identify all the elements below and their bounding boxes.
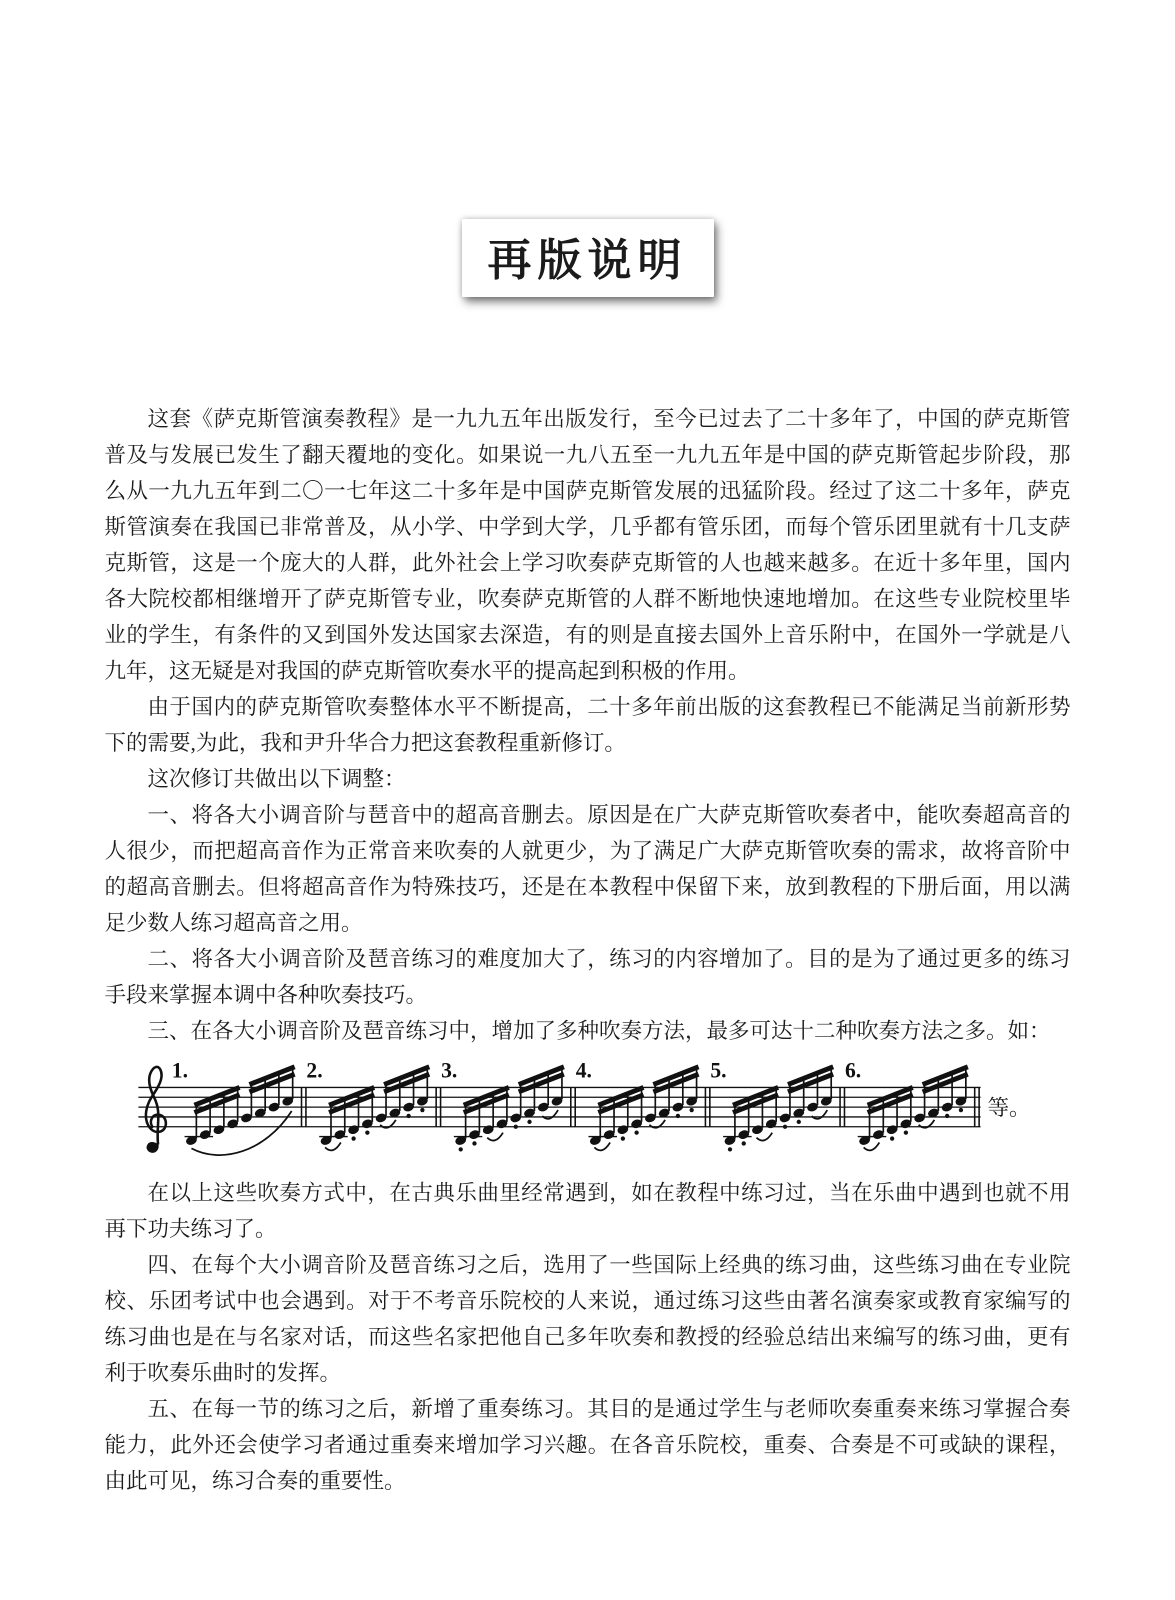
figure-label-1: 1. — [171, 1058, 188, 1083]
paragraph-item-4: 四、在每个大小调音阶及琶音练习之后，选用了一些国际上经典的练习曲，这些练习曲在专业院校、乐团考试中也会遇到。对于不考音乐院校的人来说，通过练习这些由著名演奏家或教育家编写的练习曲也是在与名家对话，而这些名家把他自己多年吹奏和教授的经验总结出来编写的练习曲，更有利于吹奏乐曲时的发挥。 — [104, 1253, 1071, 1385]
figure-label-5: 5. — [709, 1058, 727, 1083]
paragraph-intro: 这套《萨克斯管演奏教程》是一九九五年出版发行，至今已过去了二十多年了，中国的萨克斯管普及与发展已发生了翻天覆地的变化。如果说一九八五至一九九五年是中国的萨克斯管起步阶段，那么从一九九五年到二〇一七年这二十多年是中国萨克斯管发展的迅猛阶段。经过了这二十多年，萨克斯管演奏在我国已非常普及，从小学、中学到大学，几乎都有管乐团，而每个管乐团里就有十几支萨克斯管，这是一个庞大的人群，此外社会上学习吹奏萨克斯管的人也越来越多。在近十多年里，国内各大院校都相继增开了萨克斯管专业，吹奏萨克斯管的人群不断地快速地增加。在这些专业院校里毕业的学生，有条件的又到国外发达国家去深造，有的则是直接去国外上音乐附中，在国外一学就是八九年，这无疑是对我国的萨克斯管吹奏水平的提高起到积极的作用。 — [104, 407, 1071, 683]
paragraph-item-3: 三、在各大小调音阶及琶音练习中，增加了多种吹奏方法，最多可达十二种吹奏方法之多。如： — [147, 1019, 1051, 1043]
paragraph-item-5: 五、在每一节的练习之后，新增了重奏练习。其目的是通过学生与老师吹奏重奏来练习掌握合奏能力，此外还会使学习者通过重奏来增加学习兴趣。在各音乐院校，重奏、合奏是不可或缺的课程，由此可见，练习合奏的重要性。 — [104, 1397, 1071, 1493]
figure-label-4: 4. — [575, 1058, 592, 1083]
treble-clef-icon — [145, 1067, 165, 1152]
etc-label: 等。 — [986, 1095, 1031, 1120]
measure-6 — [857, 1067, 978, 1151]
paragraph-reason: 由于国内的萨克斯管吹奏整体水平不断提高，二十多年前出版的这套教程已不能满足当前新形势下的需要,为此，我和尹升华合力把这套教程重新修订。 — [104, 695, 1071, 755]
paragraph-item-2: 二、将各大小调音阶及琶音练习的难度加大了，练习的内容增加了。目的是为了通过更多的练习手段来掌握本调中各种吹奏技巧。 — [104, 947, 1071, 1007]
title-section — [0, 0, 1175, 297]
page-title: 再版说明 — [487, 236, 688, 285]
measure-4 — [588, 1067, 709, 1151]
paragraph-item-1: 一、将各大小调音阶与琶音中的超高音删去。原因是在广大萨克斯管吹奏者中，能吹奏超高音的人很少，而把超高音作为正常音来吹奏的人就更少，为了满足广大萨克斯管吹奏的需求，故将音阶中的超高音删去。但将超高音作为特殊技巧，还是在本教程中保留下来，放到教程的下册后面，用以满足少数人练习超高音之用。 — [104, 803, 1071, 935]
measure-1 — [184, 1067, 305, 1155]
measure-2 — [319, 1067, 440, 1151]
figure-label-3: 3. — [440, 1058, 457, 1083]
document-body — [105, 401, 1071, 1499]
music-notation-figure — [103, 1054, 1071, 1172]
measure-5 — [723, 1067, 844, 1152]
figure-label-2: 2. — [305, 1058, 323, 1083]
paragraph-after-music: 在以上这些吹奏方式中，在古典乐曲里经常遇到，如在教程中练习过，当在乐曲中遇到也就不用再下功夫练习了。 — [104, 1181, 1071, 1241]
measure-3 — [453, 1067, 574, 1152]
paragraph-adjust-lead: 这次修订共做出以下调整： — [147, 767, 406, 791]
figure-label-6: 6. — [844, 1058, 861, 1083]
page-title-box — [462, 219, 714, 297]
